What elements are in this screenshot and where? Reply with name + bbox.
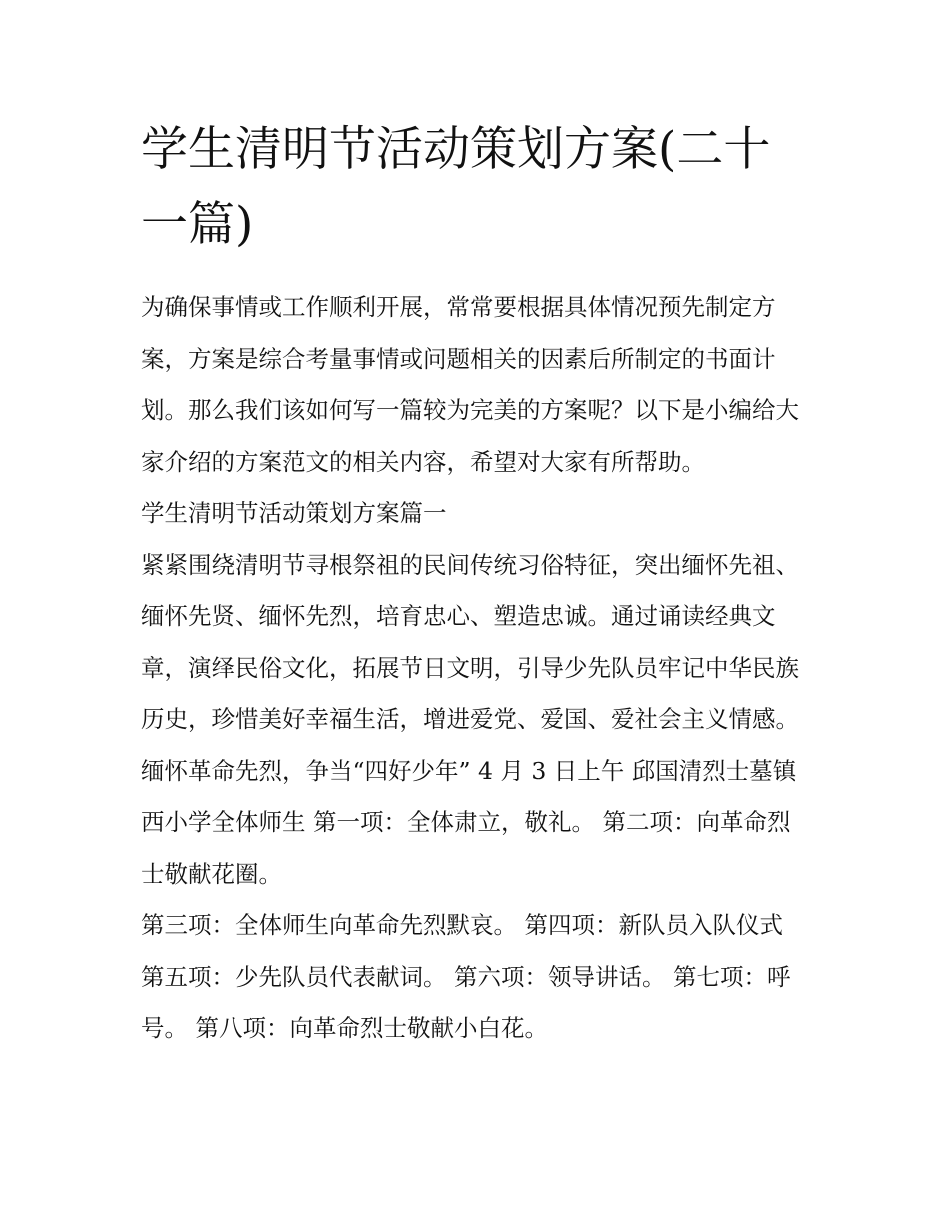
body-paragraph: 缅怀革命先烈，争当“四好少年” 4 月 3 日上午 邱国清烈士墓镇西小学全体师生 第一项：全体肃立，敬礼。 第二项：向革命烈士敬献花圈。 (141, 756, 797, 888)
body-paragraph: 第三项：全体师生向革命先烈默哀。 第四项：新队员入队仪式 第五项：少先队员代表献词。 第六项：领导讲话。 第七项：呼号。 第八项：向革命烈士敬献小白花。 (141, 911, 791, 1042)
body-paragraph: 紧紧围绕清明节寻根祭祖的民间传统习俗特征，突出缅怀先祖、缅怀先贤、缅怀先烈，培育忠心、塑造忠诚。通过诵读经典文章，演绎民俗文化，拓展节日文明，引导少先队员牢记中华民族历史，珍惜美好幸福生活，增进爱党、爱国、爱社会主义情感。 (141, 550, 799, 733)
intro-paragraph: 为确保事情或工作顺利开展，常常要根据具体情况预先制定方案，方案是综合考量事情或问题相关的因素后所制定的书面计划。那么我们该如何写一篇较为完美的方案呢？以下是小编给大家介绍的方案范文的相关内容，希望对大家有所帮助。 (141, 293, 799, 476)
document-content (141, 112, 813, 1055)
document-title: 学生清明节活动策划方案(二十一篇) (141, 122, 771, 252)
section-heading: 学生清明节活动策划方案篇一 (141, 499, 447, 527)
